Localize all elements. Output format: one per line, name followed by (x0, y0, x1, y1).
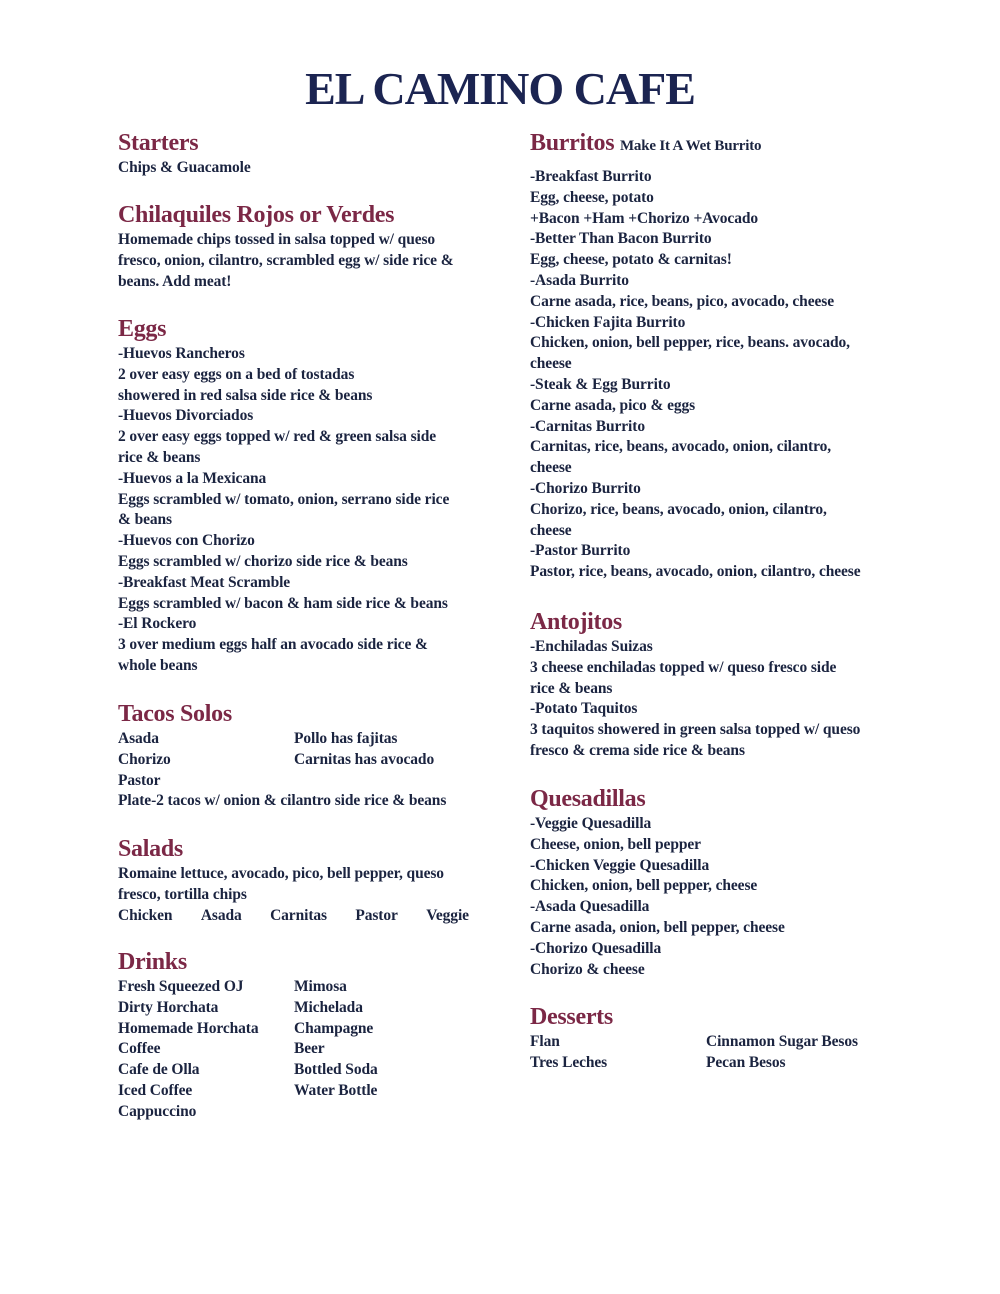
section-heading: Desserts (530, 1004, 613, 1030)
menu-item: Pollo has fajitas (294, 730, 398, 747)
menu-item: Bottled Soda (294, 1061, 378, 1079)
section-heading: Quesadillas (530, 786, 646, 812)
section-heading: Salads (118, 836, 183, 862)
drink-row (118, 1102, 488, 1123)
description-line: Homemade chips tossed in salsa topped w/ queso (118, 231, 436, 248)
menu-line: fresco & crema side rice & beans (530, 741, 745, 759)
left-column (118, 128, 488, 1123)
description-line: fresco, tortilla chips (118, 885, 247, 903)
section-salads (118, 834, 488, 947)
drink-row (118, 1060, 488, 1081)
menu-item: Flan (530, 1033, 560, 1050)
menu-line: -Veggie Quesadilla (530, 815, 652, 832)
menu-item: Cinnamon Sugar Besos (706, 1033, 858, 1050)
menu-line: Carne asada, onion, bell pepper, cheese (530, 918, 785, 936)
menu-item: Beer (294, 1040, 325, 1058)
taco-row (118, 750, 488, 771)
burritos-heading: Burritos (530, 130, 615, 156)
menu-line: -Chicken Fajita Burrito (530, 313, 686, 331)
menu-line: -Huevos con Chorizo (118, 532, 255, 550)
menu-line: -Pastor Burrito (530, 542, 631, 560)
menu-item: Fresh Squeezed OJ (118, 978, 244, 995)
menu-line: 2 over easy eggs on a bed of tostadas (118, 365, 355, 383)
menu-item: Carnitas has avocado (294, 750, 435, 768)
menu-line: 3 over medium eggs half an avocado side rice & (118, 636, 428, 654)
menu-line: -Huevos Divorciados (118, 407, 254, 425)
menu-item: Cafe de Olla (118, 1061, 200, 1079)
drink-row (118, 1019, 488, 1040)
section-heading: Chilaquiles Rojos or Verdes (118, 202, 395, 228)
menu-item: Chips & Guacamole (118, 159, 251, 176)
menu-item: Pastor (118, 771, 161, 789)
taco-plate: Plate-2 tacos w/ onion & cilantro side rice & beans (118, 792, 447, 810)
menu-item (294, 1102, 488, 1123)
drink-row (118, 1039, 488, 1060)
menu-line: -Chorizo Quesadilla (530, 939, 662, 957)
salad-option: Carnitas (270, 906, 327, 924)
menu-line: Carne asada, pico & eggs (530, 396, 696, 414)
section-heading: Antojitos (530, 609, 622, 635)
menu-line: Chicken, onion, bell pepper, rice, beans. avocado, (530, 334, 850, 352)
section-heading: Starters (118, 130, 199, 156)
menu-line: Eggs scrambled w/ chorizo side rice & beans (118, 552, 408, 570)
menu-line: -Potato Taquitos (530, 700, 638, 718)
menu-item (294, 771, 488, 792)
menu-line: -Huevos Rancheros (118, 345, 245, 362)
menu-line: cheese (530, 355, 572, 373)
menu-line: rice & beans (118, 448, 201, 466)
menu-item: Asada (118, 730, 159, 747)
menu-line: -Carnitas Burrito (530, 417, 645, 435)
page-title: EL CAMINO CAFE (305, 63, 695, 114)
salad-options (118, 906, 469, 927)
menu-line: showered in red salsa side rice & beans (118, 386, 373, 404)
menu-line: -Breakfast Burrito (530, 168, 652, 185)
dessert-row (530, 1053, 900, 1074)
menu-line: -Chorizo Burrito (530, 479, 641, 497)
menu-line: whole beans (118, 656, 198, 674)
section-antojitos (530, 607, 900, 784)
menu-item: Mimosa (294, 978, 347, 995)
salad-option: Chicken (118, 906, 173, 924)
menu-line: -El Rockero (118, 615, 197, 633)
menu-item: Michelada (294, 998, 363, 1016)
menu-line: -Enchiladas Suizas (530, 638, 653, 655)
salad-option: Pastor (355, 906, 398, 924)
section-burritos (530, 128, 900, 607)
section-drinks (118, 947, 488, 1123)
menu-line: cheese (530, 521, 572, 539)
taco-row (118, 729, 488, 750)
section-eggs (118, 314, 488, 699)
menu-item: Cappuccino (118, 1102, 197, 1120)
section-starters (118, 128, 488, 200)
menu-line: 3 cheese enchiladas topped w/ queso fresco side (530, 658, 837, 676)
menu-item: Homemade Horchata (118, 1019, 259, 1037)
menu-line: rice & beans (530, 679, 613, 697)
menu-line: -Asada Quesadilla (530, 898, 650, 916)
taco-row (118, 771, 488, 792)
menu-line: -Huevos a la Mexicana (118, 469, 267, 487)
menu-item: Tres Leches (530, 1053, 608, 1071)
section-heading: Eggs (118, 316, 167, 342)
menu-line: Egg, cheese, potato (530, 188, 654, 206)
salad-option: Veggie (426, 906, 469, 924)
menu-line: Carne asada, rice, beans, pico, avocado, cheese (530, 292, 834, 310)
menu-item: Champagne (294, 1019, 374, 1037)
drink-row (118, 998, 488, 1019)
section-heading: Drinks (118, 949, 187, 975)
menu-line: -Steak & Egg Burrito (530, 375, 671, 393)
menu-item: Iced Coffee (118, 1081, 193, 1099)
menu-line: Chorizo, rice, beans, avocado, onion, cilantro, (530, 500, 827, 518)
menu-line: Cheese, onion, bell pepper (530, 835, 701, 853)
right-column (530, 128, 900, 1074)
description-line: beans. Add meat! (118, 272, 232, 290)
menu-item: Chorizo (118, 750, 171, 768)
burritos-subheading: Make It A Wet Burrito (619, 138, 762, 154)
menu-line: Pastor, rice, beans, avocado, onion, cilantro, cheese (530, 563, 861, 581)
description-line: fresco, onion, cilantro, scrambled egg w/ side rice & (118, 251, 454, 269)
menu-line: -Chicken Veggie Quesadilla (530, 856, 710, 874)
section-heading (530, 128, 900, 161)
menu-item: Water Bottle (294, 1081, 378, 1099)
menu-line: Carnitas, rice, beans, avocado, onion, cilantro, (530, 438, 832, 456)
menu-line: Chicken, onion, bell pepper, cheese (530, 877, 758, 895)
menu-line: Egg, cheese, potato & carnitas! (530, 251, 732, 269)
drink-row (118, 977, 488, 998)
section-desserts (530, 1002, 900, 1074)
dessert-row (530, 1032, 900, 1053)
menu-item: Dirty Horchata (118, 998, 219, 1016)
section-tacos (118, 699, 488, 834)
menu-line: 3 taquitos showered in green salsa topped w/ queso (530, 721, 861, 739)
menu-item: Pecan Besos (706, 1053, 786, 1071)
menu-line: -Better Than Bacon Burrito (530, 230, 712, 248)
menu-line: 2 over easy eggs topped w/ red & green salsa side (118, 428, 437, 446)
description-line: Romaine lettuce, avocado, pico, bell pepper, queso (118, 865, 444, 882)
menu-line: Eggs scrambled w/ bacon & ham side rice & beans (118, 594, 448, 612)
drink-row (118, 1081, 488, 1102)
menu-line: +Bacon +Ham +Chorizo +Avocado (530, 209, 759, 227)
section-heading: Tacos Solos (118, 701, 232, 727)
salad-option: Asada (200, 906, 242, 924)
section-quesadillas (530, 784, 900, 1002)
section-chilaquiles (118, 200, 488, 314)
menu-item: Coffee (118, 1040, 161, 1058)
menu-line: & beans (118, 511, 172, 529)
menu-line: -Breakfast Meat Scramble (118, 573, 291, 591)
menu-line: Eggs scrambled w/ tomato, onion, serrano side rice (118, 490, 450, 508)
menu-line: Chorizo & cheese (530, 960, 645, 978)
menu-line: cheese (530, 459, 572, 477)
menu-line: -Asada Burrito (530, 271, 629, 289)
